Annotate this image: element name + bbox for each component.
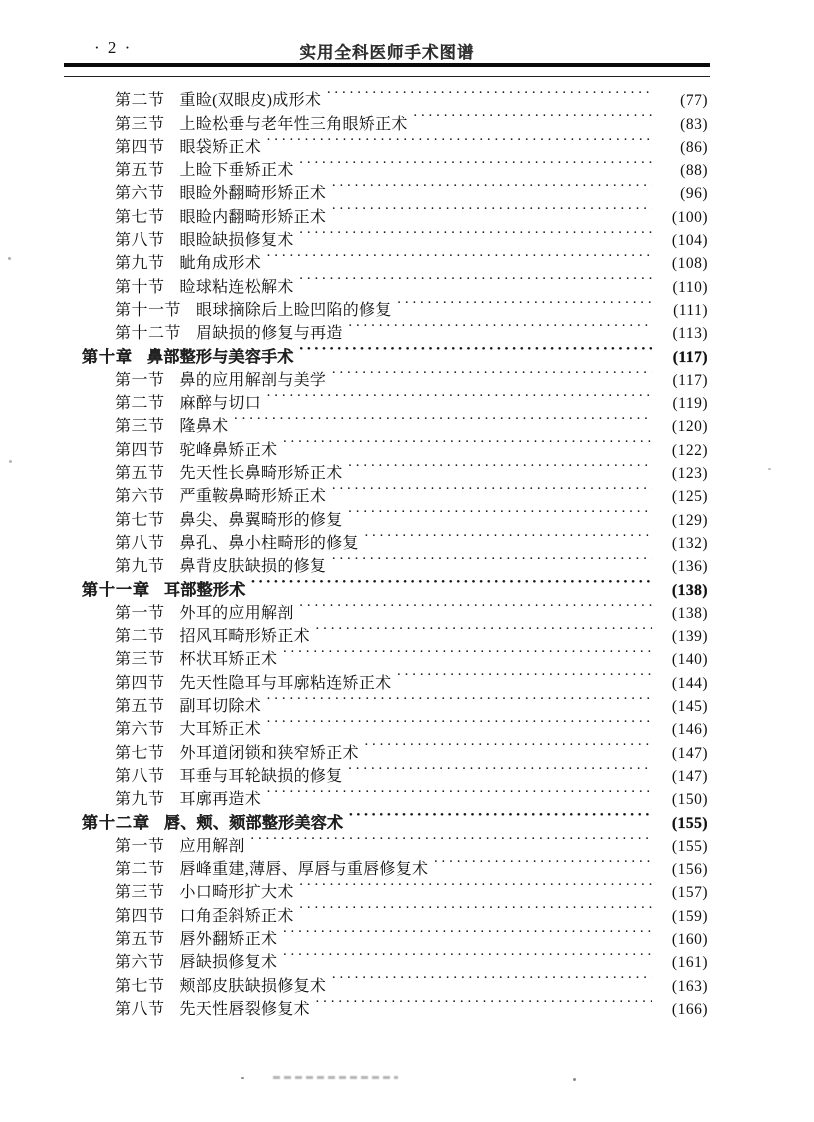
toc-dot-leader <box>348 315 652 338</box>
toc-entry-page-number: (146) <box>671 721 708 739</box>
toc-entry-label: 第七节 <box>115 744 165 762</box>
toc-entry-label: 第六节 <box>115 721 165 739</box>
toc-entry-title: 应用解剖 <box>179 837 245 855</box>
toc-entry-page-number: (77) <box>680 92 708 110</box>
toc-entry-label: 第四节 <box>115 138 165 156</box>
toc-dot-leader <box>299 222 652 245</box>
toc-entry-label: 第十节 <box>115 278 165 296</box>
toc-entry-label: 第九节 <box>115 255 165 273</box>
toc-entry-title: 小口畸形扩大术 <box>179 884 294 902</box>
toc-entry-page-number: (122) <box>671 441 708 459</box>
toc-dot-leader <box>266 711 652 734</box>
toc-dot-leader <box>233 408 652 431</box>
toc-entry-label: 第一节 <box>115 604 165 622</box>
toc-entry-title: 上睑松垂与老年性三角眼矫正术 <box>179 115 408 133</box>
toc-entry-title: 鼻部整形与美容手术 <box>147 348 294 366</box>
toc-entry-page-number: (161) <box>671 954 708 972</box>
toc-entry-page-number: (117) <box>672 371 708 389</box>
toc-dot-leader <box>299 897 652 920</box>
toc-entry-page-number: (160) <box>671 930 708 948</box>
toc-entry-label: 第四节 <box>115 907 165 925</box>
toc-dot-leader <box>299 874 652 897</box>
toc-entry-title: 口角歪斜矫正术 <box>179 907 294 925</box>
toc-entry-page-number: (111) <box>673 301 708 319</box>
toc-entry-label: 第八节 <box>115 1000 165 1018</box>
toc-entry-label: 第九节 <box>115 791 165 809</box>
toc-entry-title: 外耳的应用解剖 <box>179 604 294 622</box>
toc-dot-leader <box>396 664 652 687</box>
toc-entry-title: 外耳道闭锁和狭窄矫正术 <box>179 744 359 762</box>
toc-entry-label: 第三节 <box>115 884 165 902</box>
toc-section-row <box>66 828 708 855</box>
toc-entry-title: 上睑下垂矫正术 <box>179 162 294 180</box>
toc-dot-leader <box>251 571 652 594</box>
toc-entry-page-number: (129) <box>671 511 708 529</box>
toc-dot-leader <box>348 758 652 781</box>
toc-entry-title: 唇峰重建,薄唇、厚唇与重唇修复术 <box>179 861 429 879</box>
toc-dot-leader <box>331 548 652 571</box>
toc-entry-label: 第五节 <box>115 465 165 483</box>
toc-dot-leader <box>266 245 652 268</box>
toc-entry-title: 招风耳畸形矫正术 <box>179 628 310 646</box>
toc-entry-title: 眼睑内翻畸形矫正术 <box>179 208 327 226</box>
toc-entry-title: 耳部整形术 <box>164 581 246 599</box>
toc-dot-leader <box>364 734 652 757</box>
toc-entry-page-number: (156) <box>671 861 708 879</box>
toc-entry-title: 先天性唇裂修复术 <box>179 1000 310 1018</box>
toc-dot-leader <box>266 781 652 804</box>
toc-entry-label: 第五节 <box>115 930 165 948</box>
toc-dot-leader <box>331 362 652 385</box>
toc-entry-page-number: (108) <box>671 255 708 273</box>
toc-dot-leader <box>348 501 652 524</box>
toc-entry-title: 唇缺损修复术 <box>179 954 278 972</box>
toc-dot-leader <box>326 82 652 105</box>
toc-entry-page-number: (147) <box>671 767 708 785</box>
scan-speck <box>573 1078 576 1081</box>
toc-dot-leader <box>266 385 652 408</box>
toc-entry-page-number: (144) <box>671 674 708 692</box>
toc-dot-leader <box>364 525 652 548</box>
toc-entry-title: 眼睑外翻畸形矫正术 <box>179 185 327 203</box>
toc-entry-title: 隆鼻术 <box>179 418 229 436</box>
toc-entry-title: 眼睑缺损修复术 <box>179 232 294 250</box>
toc-entry-page-number: (145) <box>671 698 708 716</box>
scan-speck <box>9 460 12 463</box>
toc-entry-label: 第五节 <box>115 698 165 716</box>
toc-entry-page-number: (163) <box>671 977 708 995</box>
toc-dot-leader <box>250 828 652 851</box>
toc-dot-leader <box>315 618 652 641</box>
toc-entry-title: 先天性长鼻畸形矫正术 <box>179 465 343 483</box>
header-double-rule <box>64 63 710 77</box>
toc-entry-label: 第十一节 <box>115 301 182 319</box>
toc-entry-title: 驼峰鼻矫正术 <box>179 441 278 459</box>
toc-entry-page-number: (155) <box>671 814 708 832</box>
scan-speck <box>241 1077 244 1079</box>
toc-entry-label: 第七节 <box>115 208 165 226</box>
toc-dot-leader <box>433 851 652 874</box>
toc-entry-page-number: (139) <box>671 628 708 646</box>
toc-entry-title: 眦角成形术 <box>179 255 262 273</box>
toc-entry-page-number: (88) <box>680 162 708 180</box>
toc-entry-page-number: (100) <box>671 208 708 226</box>
toc-entry-page-number: (96) <box>680 185 708 203</box>
toc-list <box>66 82 708 1018</box>
toc-entry-title: 先天性隐耳与耳廓粘连矫正术 <box>179 674 392 692</box>
toc-dot-leader <box>299 268 652 291</box>
toc-entry-page-number: (159) <box>671 907 708 925</box>
toc-entry-title: 鼻尖、鼻翼畸形的修复 <box>179 511 343 529</box>
toc-entry-label: 第八节 <box>115 232 165 250</box>
toc-entry-title: 鼻的应用解剖与美学 <box>179 371 327 389</box>
toc-entry-title: 大耳矫正术 <box>179 721 262 739</box>
toc-entry-page-number: (147) <box>671 744 708 762</box>
toc-dot-leader <box>331 198 652 221</box>
toc-dot-leader <box>348 455 652 478</box>
toc-entry-label: 第四节 <box>115 441 165 459</box>
toc-entry-title: 唇、颊、颏部整形美容术 <box>164 814 344 832</box>
toc-dot-leader <box>413 105 652 128</box>
toc-entry-page-number: (110) <box>672 278 708 296</box>
toc-entry-title: 副耳切除术 <box>179 698 262 716</box>
toc-entry-label: 第六节 <box>115 954 165 972</box>
toc-entry-page-number: (83) <box>680 115 708 133</box>
toc-entry-label: 第三节 <box>115 651 165 669</box>
toc-entry-page-number: (117) <box>672 348 708 366</box>
toc-entry-page-number: (123) <box>671 465 708 483</box>
toc-section-row <box>66 82 708 110</box>
toc-entry-label: 第八节 <box>115 767 165 785</box>
toc-entry-label: 第二节 <box>115 628 165 646</box>
toc-dot-leader <box>348 804 652 827</box>
toc-dot-leader <box>282 944 652 967</box>
toc-dot-leader <box>299 595 652 618</box>
toc-entry-title: 眼袋矫正术 <box>179 138 262 156</box>
toc-entry-title: 重睑(双眼皮)成形术 <box>179 92 322 110</box>
toc-entry-label: 第一节 <box>115 837 165 855</box>
toc-entry-label: 第七节 <box>115 511 165 529</box>
toc-dot-leader <box>266 129 652 152</box>
scan-speck <box>8 257 11 260</box>
toc-entry-label: 第三节 <box>115 418 165 436</box>
toc-entry-label: 第一节 <box>115 371 165 389</box>
toc-entry-title: 麻醉与切口 <box>179 395 262 413</box>
toc-dot-leader <box>397 292 652 315</box>
toc-dot-leader <box>331 967 652 990</box>
toc-entry-label: 第三节 <box>115 115 165 133</box>
toc-entry-page-number: (86) <box>680 138 708 156</box>
toc-entry-title: 睑球粘连松解术 <box>179 278 294 296</box>
toc-dot-leader <box>266 688 652 711</box>
toc-entry-title: 严重鞍鼻畸形矫正术 <box>179 488 327 506</box>
toc-entry-title: 耳垂与耳轮缺损的修复 <box>179 767 343 785</box>
toc-entry-page-number: (113) <box>672 325 708 343</box>
header-page-number: · 2 · <box>94 38 133 57</box>
toc-entry-title: 耳廓再造术 <box>179 791 262 809</box>
toc-entry-page-number: (104) <box>671 232 708 250</box>
toc-entry-title: 唇外翻矫正术 <box>179 930 278 948</box>
toc-dot-leader <box>331 478 652 501</box>
toc-entry-page-number: (155) <box>671 837 708 855</box>
toc-entry-title: 颊部皮肤缺损修复术 <box>179 977 327 995</box>
toc-entry-title: 杯状耳矫正术 <box>179 651 278 669</box>
toc-entry-page-number: (136) <box>671 558 708 576</box>
toc-entry-label: 第二节 <box>115 395 165 413</box>
toc-dot-leader <box>282 641 652 664</box>
toc-entry-page-number: (119) <box>672 395 708 413</box>
scan-smudge-line <box>273 1076 398 1079</box>
toc-entry-label: 第十二节 <box>115 325 182 343</box>
toc-entry-page-number: (150) <box>671 791 708 809</box>
toc-entry-page-number: (140) <box>671 651 708 669</box>
toc-entry-label: 第十章 <box>82 348 134 366</box>
toc-entry-title: 鼻背皮肤缺损的修复 <box>179 558 327 576</box>
toc-entry-label: 第十一章 <box>82 581 151 599</box>
toc-dot-leader <box>299 152 652 175</box>
toc-entry-title: 鼻孔、鼻小柱畸形的修复 <box>179 534 359 552</box>
toc-dot-leader <box>315 991 652 1014</box>
toc-entry-label: 第二节 <box>115 861 165 879</box>
toc-entry-page-number: (166) <box>671 1000 708 1018</box>
toc-dot-leader <box>331 175 652 198</box>
toc-dot-leader <box>299 338 652 361</box>
toc-entry-page-number: (138) <box>671 604 708 622</box>
header-book-title: 实用全科医师手术图谱 <box>299 44 475 62</box>
toc-entry-page-number: (132) <box>671 534 708 552</box>
toc-entry-page-number: (157) <box>671 884 708 902</box>
toc-entry-label: 第八节 <box>115 534 165 552</box>
toc-entry-label: 第四节 <box>115 674 165 692</box>
toc-entry-label: 第六节 <box>115 488 165 506</box>
toc-entry-title: 眉缺损的修复与再造 <box>196 325 343 343</box>
toc-dot-leader <box>282 921 652 944</box>
toc-entry-label: 第十二章 <box>82 814 151 832</box>
toc-entry-label: 第七节 <box>115 977 165 995</box>
toc-entry-page-number: (138) <box>671 581 708 599</box>
toc-dot-leader <box>282 431 652 454</box>
toc-entry-title: 眼球摘除后上睑凹陷的修复 <box>196 301 392 319</box>
toc-entry-label: 第九节 <box>115 558 165 576</box>
toc-entry-page-number: (125) <box>671 488 708 506</box>
page-header <box>66 38 708 62</box>
toc-entry-label: 第五节 <box>115 162 165 180</box>
toc-entry-page-number: (120) <box>671 418 708 436</box>
toc-section-row <box>66 595 708 622</box>
scan-speck <box>768 468 771 470</box>
toc-entry-label: 第六节 <box>115 185 165 203</box>
toc-entry-label: 第二节 <box>115 92 165 110</box>
